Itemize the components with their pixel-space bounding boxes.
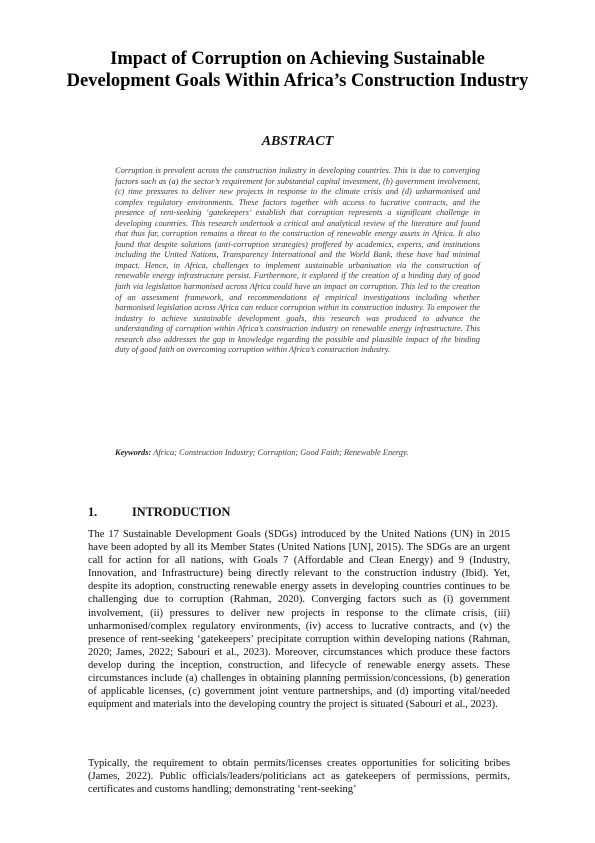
body-paragraph: The 17 Sustainable Development Goals (SDGs) introduced by the United Nations (UN) in 2015 have been adopted by all its Member States (United Nations [UN], 2015). The SDGs are an urgent call for action for all nations, with Goals 7 (Affordable and Clean Energy) and 9 (Industry, Innovation, and Infrastructure) being directly relevant to the construction industry (Ibid). Yet, despite its adoption, constructing renewable energy assets in developing countries continues to be challenging due to corruption (Rahman, 2020). Converging factors such as (i) government involvement, (ii) pressures to deliver new projects in response to the climate crisis, (iii) unharmonised/complex regulatory environments, (iv) access to lucrative contracts, and (v) the presence of rent-seeking ‘gatekeepers’ precipitate corruption within developing nations (Rahman, 2020; James, 2022; Sabouri et al., 2023). Moreover, circumstances which produce these factors develop during the inception, construction, and lifecycle of renewable energy assets. These circumstances include (a) challenges in obtaining planning permission/concessions, (b) generation of applicable licenses, (c) government joint venture partnerships, and (d) importing vital/needed equipment and materials into the developing country the project is situated (Sabouri et al., 2023). [88, 529, 510, 711]
body-paragraph: Typically, the requirement to obtain permits/licenses creates opportunities for soliciting bribes (James, 2022). Public officials/leaders/politicians act as gatekeepers of permissions, permits, certificates and customs handling; demonstrating ‘rent-seeking’ [88, 758, 510, 796]
abstract-text: Corruption is prevalent across the construction industry in developing countries. This is due to converging factors such as (a) the sector’s requirement for substantial capital investment, (b) government involvement, (c) time pressures to deliver new projects in response to the climate crisis and (d) unharmonised and complex regulatory environments. These factors together with access to lucrative contracts, and the presence of rent-seeking ‘gatekeepers’ establish that corruption represents a significant challenge in developing countries. This research undertook a critical and analytical review of the literature and found that thus far, corruption remains a threat to the construction of renewable energy assets in Africa. It also found that despite solutions (anti-corruption strategies) proffered by academics, experts, and institutions including the United Nations, Transparency International and the World Bank, these have had minimal impact. Hence, in Africa, challenges to implement sustainable urbanisation via the construction of renewable energy infrastructure persist. Furthermore, it explored if the creation of a binding duty of good faith via legislation harmonised across Africa could have an impact on corruption. This led to the creation of an assessment framework, and recommendations of empirical investigations including whether harmonised legislation across Africa can reduce corruption within its construction industry. To empower the industry to achieve sustainable development goals, this research was produced to advance the understanding of corruption within Africa’s construction industry on renewable energy infrastructure. This research also addresses the gap in knowledge regarding the possible and plausible impact of the binding duty of good faith on overcoming corruption within Africa’s construction industry. [115, 166, 480, 355]
section-number: 1. [88, 505, 98, 519]
abstract-heading: ABSTRACT [261, 134, 334, 149]
paper-title: Impact of Corruption on Achieving Sustainable Development Goals Within Africa’s Construction Industry [66, 49, 529, 91]
section-title: INTRODUCTION [132, 505, 231, 519]
keywords-line [115, 447, 495, 458]
keywords-list: Africa; Construction Industry; Corruption; Good Faith; Renewable Energy. [151, 448, 409, 457]
section-heading [88, 505, 230, 520]
keywords-label: Keywords: [115, 448, 152, 457]
